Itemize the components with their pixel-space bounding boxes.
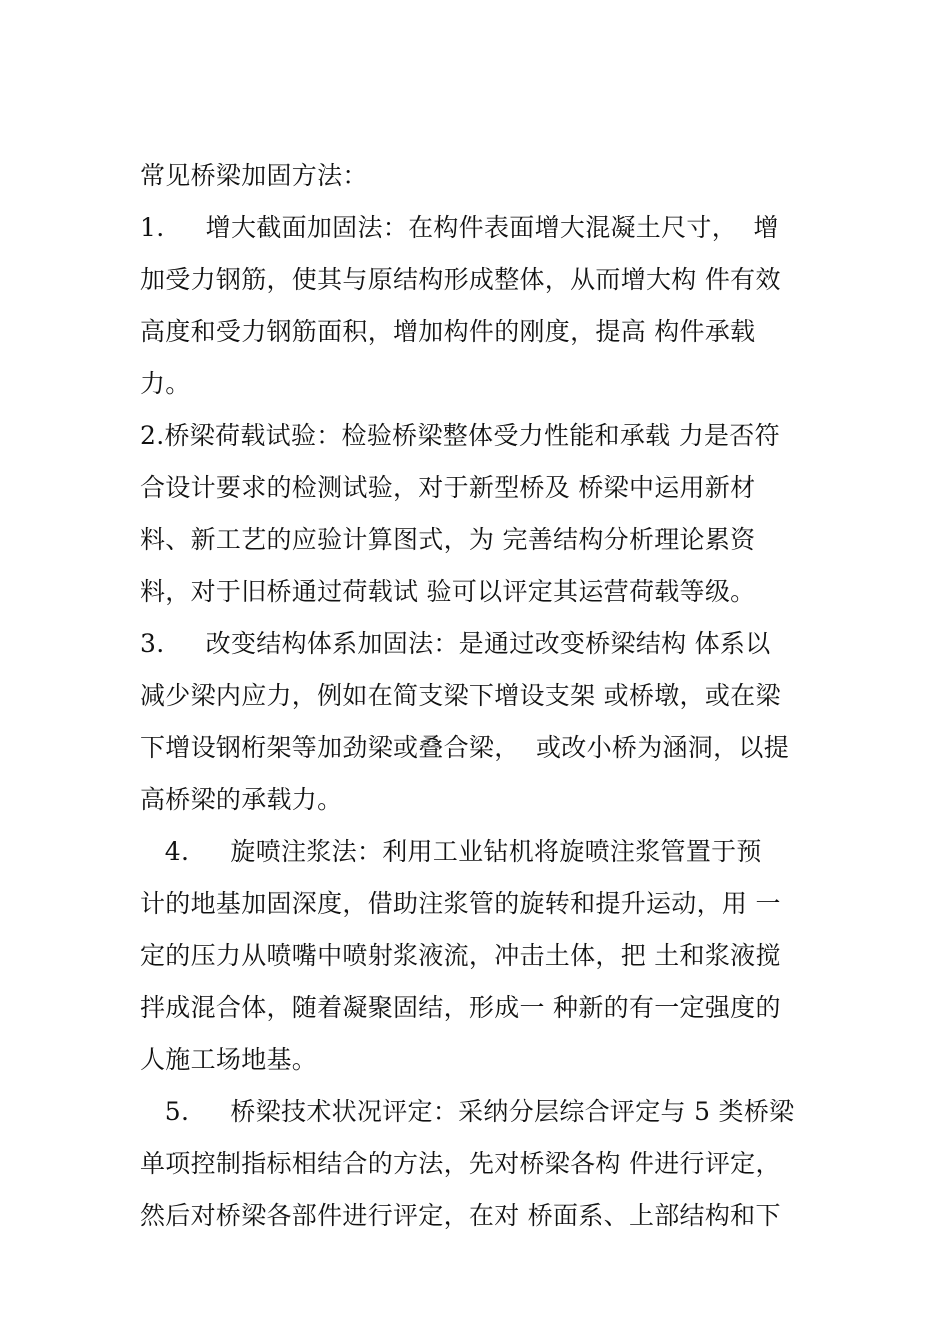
text-line: 定的压力从喷嘴中喷射浆液流，冲击土体，把 土和浆液搅 bbox=[140, 941, 781, 970]
text-line: 下增设钢桁架等加劲梁或叠合梁， 或改小桥为涵洞，以提 bbox=[140, 733, 789, 762]
text-line: 高桥梁的承载力。 bbox=[140, 785, 343, 814]
text-line: 然后对桥梁各部件进行评定，在对 桥面系、上部结构和下 bbox=[140, 1201, 781, 1230]
text-line: 加受力钢筋，使其与原结构形成整体，从而增大构 件有效 bbox=[140, 265, 781, 294]
text-line: 4. 旋喷注浆法：利用工业钻机将旋喷注浆管置于预 bbox=[140, 837, 762, 866]
text-line: 拌成混合体，随着凝聚固结，形成一 种新的有一定强度的 bbox=[140, 993, 781, 1022]
text-line: 单项控制指标相结合的方法，先对桥梁各构 件进行评定， bbox=[140, 1149, 781, 1178]
text-line: 高度和受力钢筋面积，增加构件的刚度，提高 构件承载 bbox=[140, 317, 756, 346]
text-line: 料、新工艺的应验计算图式，为 完善结构分析理论累资 bbox=[140, 525, 756, 554]
text-line: 5. 桥梁技术状况评定：采纳分层综合评定与 5 类桥梁 bbox=[140, 1097, 795, 1126]
text-line: 2.桥梁荷载试验：检验桥梁整体受力性能和承载 力是否符 bbox=[140, 421, 780, 450]
text-line: 力。 bbox=[140, 369, 191, 398]
text-line: 减少梁内应力，例如在简支梁下增设支架 或桥墩，或在梁 bbox=[140, 681, 781, 710]
text-line: 3. 改变结构体系加固法：是通过改变桥梁结构 体系以 bbox=[140, 629, 771, 658]
document-body bbox=[140, 150, 830, 1242]
text-line: 计的地基加固深度，借助注浆管的旋转和提升运动，用 一 bbox=[140, 889, 781, 918]
text-line: 合设计要求的检测试验，对于新型桥及 桥梁中运用新材 bbox=[140, 473, 756, 502]
text-line: 1. 增大截面加固法：在构件表面增大混凝土尺寸， 增 bbox=[140, 213, 779, 242]
text-line: 人施工场地基。 bbox=[140, 1045, 318, 1074]
document-heading: 常见桥梁加固方法： bbox=[140, 161, 368, 190]
text-line: 料，对于旧桥通过荷载试 验可以评定其运营荷载等级。 bbox=[140, 577, 756, 606]
